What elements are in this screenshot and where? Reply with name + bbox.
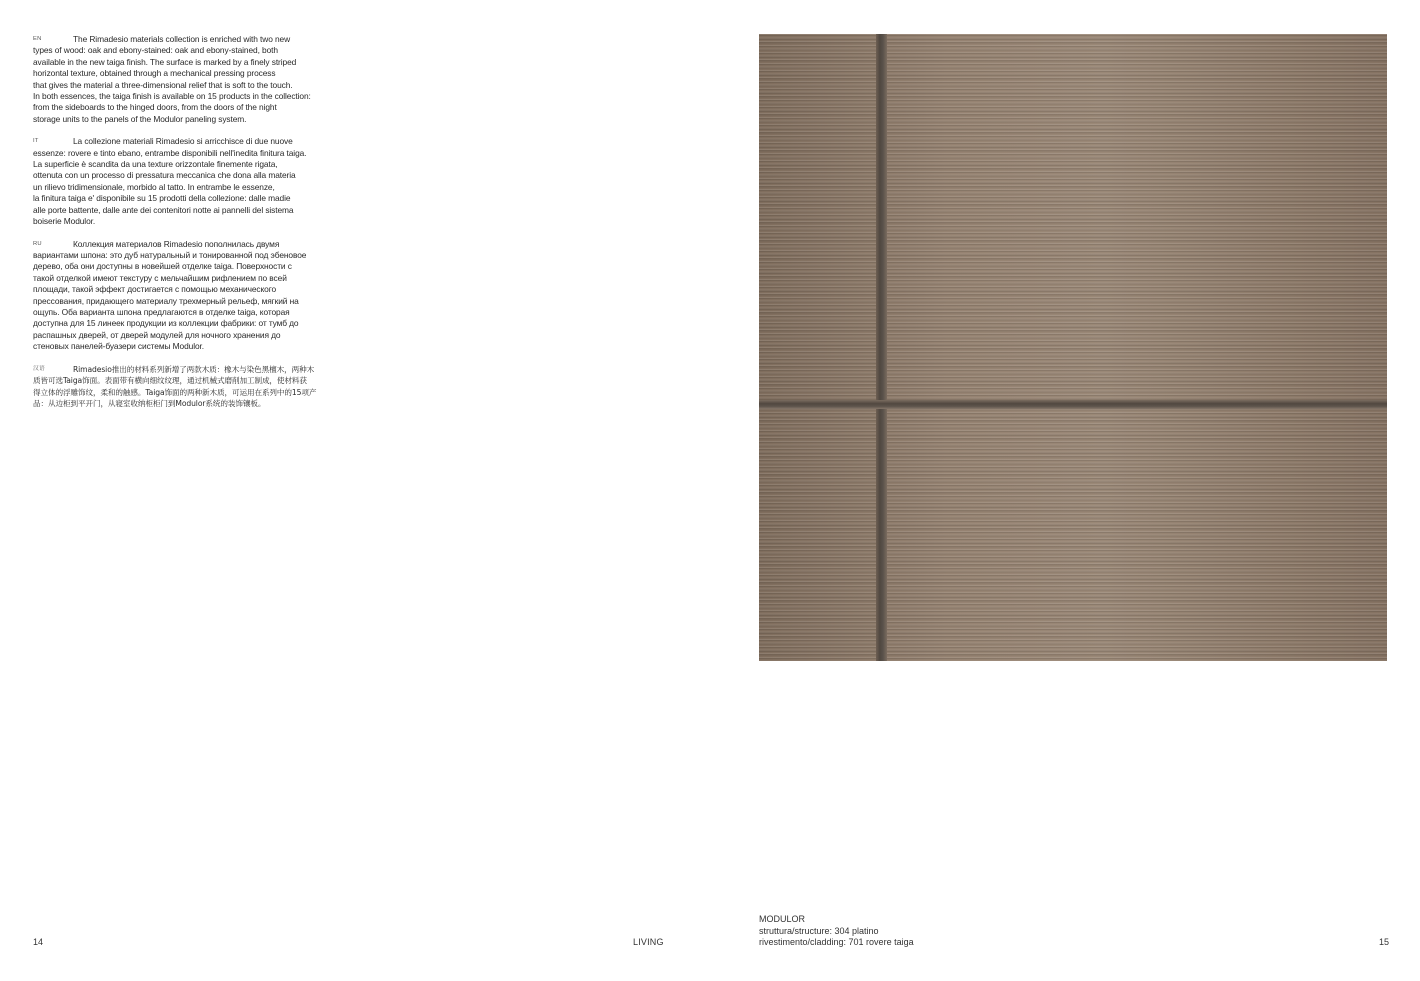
photo-caption [759,914,914,949]
caption-title: MODULOR [759,914,806,924]
page-number-left: 14 [33,937,44,947]
page-number-right: 15 [1379,937,1390,947]
paragraph-en [33,34,345,125]
wood-panel-photo [759,34,1387,661]
paragraph-text-en: The Rimadesio materials collection is enriched with two new types of wood: oak and ebony-stained: oak and ebony-stained, both available in the new taiga finish. The surface is marked by a finely striped horizontal texture, obtained through a mechanical pressing process that gives the material a three-dimensional relief that is soft to the touch. In both essences, the taiga finish is available on 15 products in the collection: from the sideboards to the hinged doors, from the doors of the night storage units to the panels of the Modulor paneling system. [33,34,311,124]
section-label: LIVING [633,937,664,947]
language-label-zh: 汉语 [33,365,45,372]
multilingual-text-column [33,34,345,421]
paragraph-zh [33,364,345,410]
language-label-it: IT [33,138,39,145]
language-label-en: EN [33,36,42,42]
paragraph-ru [33,239,345,353]
paragraph-text-it: La collezione materiali Rimadesio si arricchisce di due nuove essenze: rovere e tinto ebano, entrambe disponibili nell'inedita finitura taiga. La superficie è scandita da una texture orizzontale finemente rigata, ottenuta con un processo di pressatura meccanica che dona alla materia un rilievo tridimensionale, morbido al tatto. In entrambe le essenze, la finitura taiga e' disponibile su 15 prodotti della collezione: dalle madie alle porte battente, dalle ante dei contenitori notte ai pannelli del sistema boiserie Modulor. [33,136,307,227]
paragraph-text-zh: Rimadesio推出的材料系列新增了两款木质：橡木与染色黑檀木，两种木 质皆可选Taiga饰面。表面带有横向细纹纹理，通过机械式磨削加工制成，使材料获 得立体的浮雕饰纹，柔和的触感。Taiga饰面的两种新木质，可运用在系列中的15项产 品：从边柜到平开门，从寝室收纳柜柜门到Modulor系统的装饰镶板。 [33,364,317,409]
caption-cladding: rivestimento/cladding: 701 rovere taiga [759,937,914,947]
horizontal-panel-joint [759,400,1387,409]
caption-structure: struttura/structure: 304 platino [759,925,879,936]
paragraph-it [33,136,345,227]
paragraph-text-ru: Коллекция материалов Rimadesio пополнилась двумя вариантами шпона: это дуб натуральный и тонированной под эбеновое дерево, оба они доступны в новейшей отделке taiga. Поверхности с такой отделкой имеют текстуру с мельчайшим рифлением по всей площади, такой эффект достигается с помощью механического прессования, придающего материалу трехмерный рельеф, мягкий на ощупь. Оба варианта шпона предлагаются в отделке taiga, которая доступна для 15 линеек продукции из коллекции фабрики: от тумб до распашных дверей, от дверей модулей для ночного хранения до стеновых панелей-буазери системы Modulor. [33,238,307,352]
vertical-panel-joint [876,34,887,661]
language-label-ru: RU [33,240,42,247]
